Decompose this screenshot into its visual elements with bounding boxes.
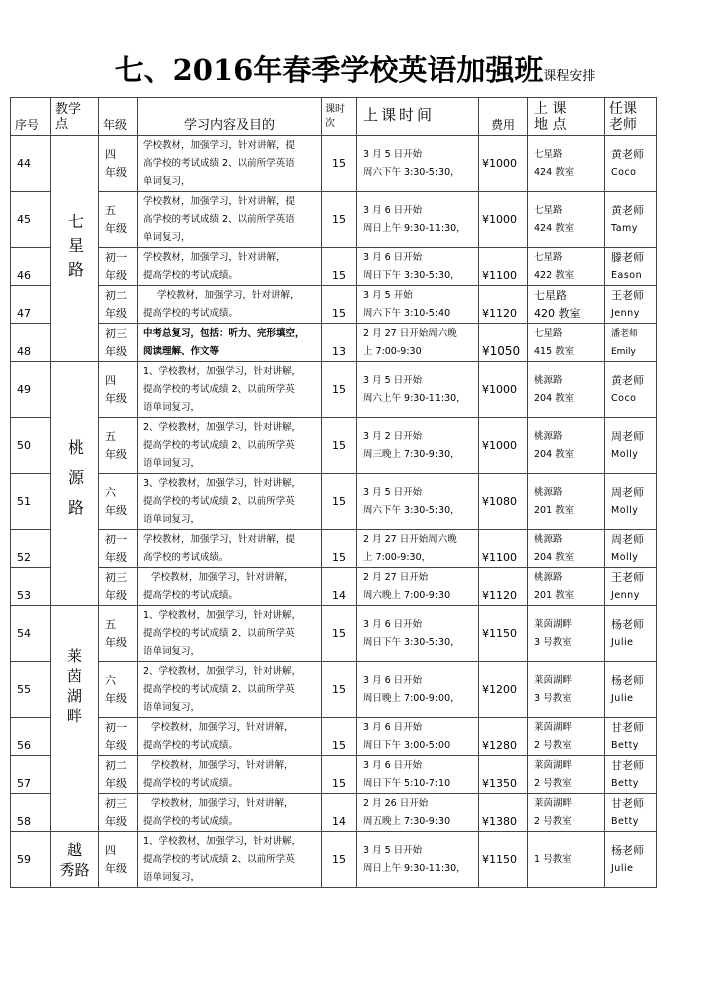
row-seq: 52 — [11, 530, 51, 568]
row-location: 莱茵湖畔 2 号教室 — [528, 718, 605, 756]
row-location: 1 号教室 — [528, 832, 605, 888]
header-time: 上课时间 — [357, 98, 479, 136]
row-time: 2 月 27 日开始 周六晚上 7:00-9:30 — [357, 568, 479, 606]
row-time: 3 月 5 日开始 周六下午 3:30-5:30， — [357, 136, 479, 192]
row-teacher: 黄老师 Tamy — [605, 192, 657, 248]
row-seq: 51 — [11, 474, 51, 530]
row-hours: 15 — [322, 136, 357, 192]
row-content: 学校教材，加强学习，针对讲解， 提高学校的考试成绩。 — [138, 718, 322, 756]
campus-yuexiu: 越 秀路 — [51, 832, 99, 888]
table-row — [11, 606, 657, 662]
row-seq: 50 — [11, 418, 51, 474]
row-teacher: 周老师 Molly — [605, 530, 657, 568]
row-time: 3 月 6 日开始 周日下午 3:30-5:30， — [357, 606, 479, 662]
row-fee: ¥1150 — [479, 832, 528, 888]
row-teacher: 甘老师 Betty — [605, 794, 657, 832]
row-location: 桃源路 204 教室 — [528, 362, 605, 418]
row-grade: 六 年级 — [99, 662, 138, 718]
row-content: 学校教材，加强学习，针对讲解，提 高学校的考试成绩。 — [138, 530, 322, 568]
row-content: 中考总复习，包括：听力、完形填空， 阅读理解、作文等 — [138, 324, 322, 362]
row-time: 3 月 6 日开始 周日上午 9:30-11:30， — [357, 192, 479, 248]
row-fee: ¥1280 — [479, 718, 528, 756]
row-location: 桃源路 204 教室 — [528, 530, 605, 568]
header-content: 学习内容及目的 — [138, 98, 322, 136]
row-location: 桃源路 201 教室 — [528, 568, 605, 606]
row-hours: 15 — [322, 662, 357, 718]
row-seq: 46 — [11, 248, 51, 286]
row-hours: 13 — [322, 324, 357, 362]
row-seq: 48 — [11, 324, 51, 362]
table-row — [11, 568, 657, 606]
row-time: 3 月 2 日开始 周三晚上 7:30-9:30， — [357, 418, 479, 474]
header-hours: 课时 次 — [322, 98, 357, 136]
campus-taoyuan: 桃源路 — [51, 362, 99, 606]
row-seq: 57 — [11, 756, 51, 794]
row-hours: 15 — [322, 530, 357, 568]
header-place: 教学 点 — [51, 98, 99, 136]
row-location: 桃源路 204 教室 — [528, 418, 605, 474]
table-row — [11, 362, 657, 418]
page-title — [0, 48, 710, 89]
row-teacher: 杨老师 Julie — [605, 662, 657, 718]
row-teacher: 黄老师 Coco — [605, 362, 657, 418]
table-row — [11, 530, 657, 568]
table-row — [11, 192, 657, 248]
row-time: 3 月 5 日开始 周六下午 3:30-5:30， — [357, 474, 479, 530]
row-grade: 初一 年级 — [99, 248, 138, 286]
table-row — [11, 756, 657, 794]
row-time: 2 月 27 日开始周六晚 上 7:00-9:30， — [357, 530, 479, 568]
row-location: 七星路 422 教室 — [528, 248, 605, 286]
row-fee: ¥1120 — [479, 286, 528, 324]
row-teacher: 杨老师 Julie — [605, 606, 657, 662]
row-location: 七星路 424 教室 — [528, 192, 605, 248]
row-time: 2 月 26 日开始 周五晚上 7:30-9:30 — [357, 794, 479, 832]
row-content: 学校教材，加强学习，针对讲解， 提高学校的考试成绩。 — [138, 248, 322, 286]
row-seq: 54 — [11, 606, 51, 662]
row-content: 1、学校教材，加强学习，针对讲解， 提高学校的考试成绩 2、以前所学英 语单词复习， — [138, 362, 322, 418]
row-grade: 初三 年级 — [99, 324, 138, 362]
row-time: 2 月 27 日开始周六晚 上 7:00-9:30 — [357, 324, 479, 362]
table-row — [11, 474, 657, 530]
row-grade: 初一 年级 — [99, 530, 138, 568]
row-content: 学校教材，加强学习，针对讲解， 提高学校的考试成绩。 — [138, 286, 322, 324]
row-location: 七星路 424 教室 — [528, 136, 605, 192]
row-location: 桃源路 201 教室 — [528, 474, 605, 530]
title-sub: 课程安排 — [543, 69, 596, 84]
table-row — [11, 718, 657, 756]
row-fee: ¥1000 — [479, 418, 528, 474]
row-fee: ¥1000 — [479, 136, 528, 192]
row-seq: 49 — [11, 362, 51, 418]
row-fee: ¥1150 — [479, 606, 528, 662]
row-grade: 四 年级 — [99, 832, 138, 888]
row-content: 2、学校教材，加强学习，针对讲解， 提高学校的考试成绩 2、以前所学英 语单词复习， — [138, 662, 322, 718]
row-location: 莱茵湖畔 3 号教室 — [528, 662, 605, 718]
row-hours: 15 — [322, 718, 357, 756]
row-grade: 初二 年级 — [99, 756, 138, 794]
header-row — [11, 98, 657, 136]
header-teacher: 任课 老师 — [605, 98, 657, 136]
row-teacher: 黄老师 Coco — [605, 136, 657, 192]
table-row — [11, 418, 657, 474]
row-hours: 15 — [322, 248, 357, 286]
row-hours: 14 — [322, 568, 357, 606]
row-hours: 15 — [322, 606, 357, 662]
row-fee: ¥1350 — [479, 756, 528, 794]
row-teacher: 滕老师 Eason — [605, 248, 657, 286]
row-seq: 59 — [11, 832, 51, 888]
row-teacher: 潘老师 Emily — [605, 324, 657, 362]
row-time: 3 月 6 日开始 周日下午 3:30-5:30， — [357, 248, 479, 286]
row-time: 3 月 5 日开始 周六上午 9:30-11:30， — [357, 362, 479, 418]
table-row — [11, 248, 657, 286]
course-schedule-table — [10, 97, 657, 888]
row-fee: ¥1000 — [479, 362, 528, 418]
row-seq: 58 — [11, 794, 51, 832]
row-time: 3 月 5 日开始 周日上午 9:30-11:30， — [357, 832, 479, 888]
row-content: 学校教材，加强学习，针对讲解， 提高学校的考试成绩。 — [138, 794, 322, 832]
row-location: 七星路 420 教室 — [528, 286, 605, 324]
row-location: 莱茵湖畔 2 号教室 — [528, 756, 605, 794]
row-location: 莱茵湖畔 3 号教室 — [528, 606, 605, 662]
row-grade: 初三 年级 — [99, 794, 138, 832]
row-content: 学校教材，加强学习，针对讲解， 提高学校的考试成绩。 — [138, 568, 322, 606]
row-teacher: 甘老师 Betty — [605, 756, 657, 794]
row-fee: ¥1100 — [479, 530, 528, 568]
table-row — [11, 794, 657, 832]
row-content: 学校教材，加强学习，针对讲解， 提高学校的考试成绩。 — [138, 756, 322, 794]
campus-qixing: 七星路 — [51, 136, 99, 362]
row-teacher: 杨老师 Julie — [605, 832, 657, 888]
row-hours: 15 — [322, 286, 357, 324]
row-grade: 初一 年级 — [99, 718, 138, 756]
row-grade: 六 年级 — [99, 474, 138, 530]
table-row — [11, 832, 657, 888]
row-fee: ¥1200 — [479, 662, 528, 718]
header-grade: 年级 — [99, 98, 138, 136]
row-teacher: 周老师 Molly — [605, 474, 657, 530]
row-hours: 15 — [322, 362, 357, 418]
row-time: 3 月 6 日开始 周日下午 3:00-5:00 — [357, 718, 479, 756]
row-fee: ¥1380 — [479, 794, 528, 832]
row-hours: 15 — [322, 832, 357, 888]
header-seq: 序号 — [11, 98, 51, 136]
table-row — [11, 286, 657, 324]
header-location: 上 课 地 点 — [528, 98, 605, 136]
row-seq: 55 — [11, 662, 51, 718]
row-grade: 四 年级 — [99, 362, 138, 418]
table-row — [11, 136, 657, 192]
table-row — [11, 662, 657, 718]
title-main: 七、2016年春季学校英语加强班 — [114, 53, 544, 87]
header-fee: 费用 — [479, 98, 528, 136]
row-teacher: 周老师 Molly — [605, 418, 657, 474]
row-time: 3 月 6 日开始 周日下午 5:10-7:10 — [357, 756, 479, 794]
row-content: 1、学校教材，加强学习，针对讲解， 提高学校的考试成绩 2、以前所学英 语单词复习， — [138, 606, 322, 662]
row-seq: 44 — [11, 136, 51, 192]
row-grade: 初三 年级 — [99, 568, 138, 606]
row-seq: 56 — [11, 718, 51, 756]
row-teacher: 甘老师 Betty — [605, 718, 657, 756]
row-grade: 五 年级 — [99, 606, 138, 662]
row-seq: 45 — [11, 192, 51, 248]
row-grade: 五 年级 — [99, 192, 138, 248]
row-grade: 初二 年级 — [99, 286, 138, 324]
row-hours: 15 — [322, 418, 357, 474]
row-seq: 53 — [11, 568, 51, 606]
row-fee: ¥1000 — [479, 192, 528, 248]
row-hours: 15 — [322, 474, 357, 530]
row-content: 学校教材，加强学习，针对讲解，提 高学校的考试成绩 2、以前所学英语 单词复习， — [138, 136, 322, 192]
row-time: 3 月 6 日开始 周日晚上 7:00-9:00， — [357, 662, 479, 718]
row-seq: 47 — [11, 286, 51, 324]
table-row — [11, 324, 657, 362]
row-fee: ¥1080 — [479, 474, 528, 530]
row-teacher: 王老师 Jenny — [605, 568, 657, 606]
row-content: 学校教材，加强学习，针对讲解，提 高学校的考试成绩 2、以前所学英语 单词复习， — [138, 192, 322, 248]
row-grade: 五 年级 — [99, 418, 138, 474]
row-location: 七星路 415 教室 — [528, 324, 605, 362]
row-content: 2、学校教材，加强学习，针对讲解， 提高学校的考试成绩 2、以前所学英 语单词复习， — [138, 418, 322, 474]
row-fee: ¥1100 — [479, 248, 528, 286]
row-grade: 四 年级 — [99, 136, 138, 192]
row-hours: 14 — [322, 794, 357, 832]
row-teacher: 王老师 Jenny — [605, 286, 657, 324]
row-location: 莱茵湖畔 2 号教室 — [528, 794, 605, 832]
row-content: 1、学校教材，加强学习，针对讲解， 提高学校的考试成绩 2、以前所学英 语单词复习， — [138, 832, 322, 888]
row-time: 3 月 5 开始 周六下午 3:10-5:40 — [357, 286, 479, 324]
row-hours: 15 — [322, 756, 357, 794]
campus-laiyin: 莱 茵 湖 畔 — [51, 606, 99, 832]
row-fee: ¥1120 — [479, 568, 528, 606]
row-fee: ¥1050 — [479, 324, 528, 362]
row-hours: 15 — [322, 192, 357, 248]
row-content: 3、学校教材，加强学习，针对讲解， 提高学校的考试成绩 2、以前所学英 语单词复习， — [138, 474, 322, 530]
